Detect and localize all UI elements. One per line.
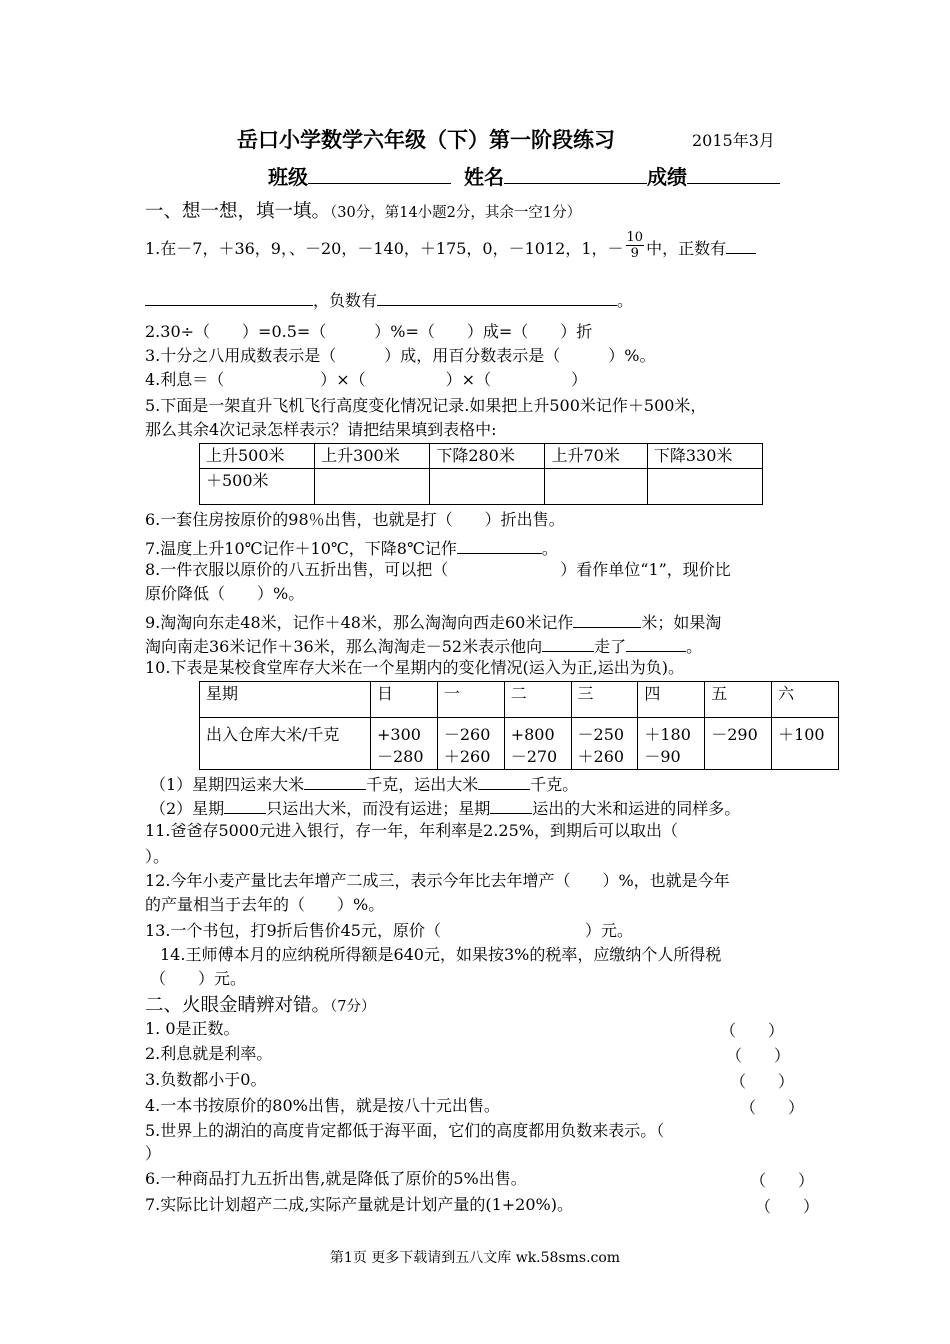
table-header-cell: 二 bbox=[504, 682, 571, 718]
q9-blank-2[interactable] bbox=[542, 633, 594, 652]
question-11-line1: 11.爸爸存5000元进入银行，存一年，年利率是2.25%，到期后可以取出（ bbox=[145, 821, 678, 840]
tf-answer-5-close[interactable]: ） bbox=[145, 1144, 162, 1163]
table-header-cell: 三 bbox=[571, 682, 638, 718]
question-10-sub2: （2）星期 只运出大米，而没有运进；星期 运出的大米和运进的同样多。 bbox=[150, 795, 740, 820]
question-12-line2: 的产量相当于去年的（ ）%。 bbox=[145, 895, 385, 914]
question-7: 7.温度上升10℃记作＋10℃，下降8℃记作 。 bbox=[145, 535, 558, 560]
student-info-line bbox=[268, 161, 780, 190]
question-1: 1.在－7，＋36，9，、－20，－140，＋175，0，－1012，1，－ $\frac{10}{9}$ 中，正数有 bbox=[145, 234, 756, 265]
table-cell: +300 －280 bbox=[371, 718, 438, 770]
q10-blank-1[interactable] bbox=[304, 771, 366, 790]
row-label: 出入仓库大米/千克 bbox=[200, 718, 371, 770]
score-blank[interactable] bbox=[687, 165, 780, 184]
page-title: 岳口小学数学六年级（下）第一阶段练习 bbox=[237, 128, 615, 152]
question-11-line2: ）。 bbox=[145, 847, 170, 866]
table-header-cell: 六 bbox=[772, 682, 839, 718]
table-header-cell: 上升500米 bbox=[200, 444, 315, 469]
tf-answer-1[interactable]: （ ） bbox=[720, 1021, 785, 1040]
tf-item-4: 4.一本书按原价的80%出售，就是按八十元出售。 bbox=[145, 1096, 500, 1115]
fraction: $\frac{10}{9}$ bbox=[626, 230, 644, 261]
name-label: 姓名 bbox=[463, 165, 504, 189]
q9-blank-3[interactable] bbox=[626, 633, 686, 652]
q10-blank-4[interactable] bbox=[490, 795, 532, 814]
question-2: 2.30÷（ ）=0.5=（ ）%=（ ）成=（ ）折 bbox=[145, 322, 593, 341]
flight-table bbox=[199, 443, 763, 505]
tf-answer-7[interactable]: （ ） bbox=[755, 1197, 820, 1216]
answer-cell[interactable] bbox=[430, 469, 545, 505]
score-label: 成绩 bbox=[646, 165, 687, 189]
answer-cell[interactable] bbox=[545, 469, 647, 505]
table-row bbox=[200, 444, 763, 469]
answer-cell[interactable] bbox=[315, 469, 430, 505]
tf-answer-6[interactable]: （ ） bbox=[750, 1171, 815, 1190]
rice-table bbox=[199, 681, 839, 770]
question-5-line1: 5.下面是一架直升飞机飞行高度变化情况记录.如果把上升500米记作＋500米， bbox=[145, 396, 707, 415]
question-3: 3.十分之八用成数表示是（ ）成，用百分数表示是（ ）%。 bbox=[145, 346, 656, 365]
q9-blank-1[interactable] bbox=[573, 609, 641, 628]
question-13: 13.一个书包，打9折后售价45元，原价（ ）元。 bbox=[145, 921, 633, 940]
class-blank[interactable] bbox=[308, 165, 451, 184]
question-5-line2: 那么其余4次记录怎样表示？请把结果填到表格中: bbox=[145, 420, 497, 439]
table-header-cell: 下降330米 bbox=[647, 444, 762, 469]
negative-blank[interactable] bbox=[377, 287, 617, 306]
tf-item-1: 1. 0是正数。 bbox=[145, 1019, 240, 1038]
question-6: 6.一套住房按原价的98％出售，也就是打（ ）折出售。 bbox=[145, 510, 565, 529]
table-header-cell: 日 bbox=[371, 682, 438, 718]
table-header-cell: 星期 bbox=[200, 682, 371, 718]
tf-item-6: 6.一种商品打九五折出售,就是降低了原价的5%出售。 bbox=[145, 1169, 527, 1188]
table-cell: +800 －270 bbox=[504, 718, 571, 770]
table-header-cell: 下降280米 bbox=[430, 444, 545, 469]
q7-blank[interactable] bbox=[457, 535, 542, 554]
table-row bbox=[200, 718, 839, 770]
tf-item-3: 3.负数都小于0。 bbox=[145, 1070, 267, 1089]
positive-blank-cont[interactable] bbox=[145, 287, 313, 306]
table-header-cell: 四 bbox=[638, 682, 705, 718]
table-header-cell: 一 bbox=[437, 682, 504, 718]
table-cell: ＋180 －90 bbox=[638, 718, 705, 770]
question-9-line2: 淘向南走36米记作＋36米，那么淘淘走－52米表示他向 走了 。 bbox=[145, 633, 702, 658]
question-14-line1: 14.王师傅本月的应纳税所得额是640元，如果按3%的税率，应缴纳个人所得税 bbox=[160, 945, 722, 964]
answer-cell[interactable]: ＋500米 bbox=[200, 469, 315, 505]
question-14-line2: （ ）元。 bbox=[150, 969, 247, 988]
section2-heading: 二、火眼金睛辨对错。（7分） bbox=[145, 995, 376, 1016]
table-row bbox=[200, 682, 839, 718]
q10-blank-2[interactable] bbox=[478, 771, 530, 790]
table-header-cell: 上升70米 bbox=[545, 444, 647, 469]
answer-cell[interactable] bbox=[647, 469, 762, 505]
question-4: 4.利息＝（ ）×（ ）×（ ） bbox=[145, 370, 588, 389]
question-10-sub1: （1）星期四运来大米 千克，运出大米 千克。 bbox=[150, 771, 578, 796]
table-header-cell: 五 bbox=[705, 682, 772, 718]
q10-blank-3[interactable] bbox=[224, 795, 266, 814]
tf-item-5: 5.世界上的湖泊的高度肯定都低于海平面，它们的高度都用负数来表示。（ bbox=[145, 1121, 665, 1140]
name-blank[interactable] bbox=[504, 165, 647, 184]
table-header-cell: 上升300米 bbox=[315, 444, 430, 469]
question-12-line1: 12.今年小麦产量比去年增产二成三，表示今年比去年增产（ ）%，也就是今年 bbox=[145, 871, 730, 890]
question-9-line1: 9.淘淘向东走48米，记作＋48米，那么淘淘向西走60米记作 米；如果淘 bbox=[145, 609, 721, 634]
table-cell: －290 bbox=[705, 718, 772, 770]
tf-answer-2[interactable]: （ ） bbox=[726, 1046, 791, 1065]
section1-heading: 一、想一想，填一填。（30分，第14小题2分，其余一空1分） bbox=[145, 201, 582, 222]
question-10: 10.下表是某校食堂库存大米在一个星期内的变化情况(运入为正,运出为负)。 bbox=[145, 658, 685, 677]
tf-answer-4[interactable]: （ ） bbox=[740, 1098, 805, 1117]
tf-item-2: 2.利息就是利率。 bbox=[145, 1044, 273, 1063]
question-8-line2: 原价降低（ ）%。 bbox=[145, 584, 305, 603]
class-label: 班级 bbox=[268, 165, 308, 189]
page-footer: 第1页 更多下载请到五八文库 wk.58sms.com bbox=[329, 1250, 621, 1266]
tf-item-7: 7.实际比计划超产二成,实际产量就是计划产量的(1+20%)。 bbox=[145, 1195, 573, 1214]
table-cell: －260 ＋260 bbox=[437, 718, 504, 770]
tf-answer-3[interactable]: （ ） bbox=[730, 1072, 795, 1091]
positive-blank[interactable] bbox=[726, 235, 756, 254]
table-cell: －250 ＋260 bbox=[571, 718, 638, 770]
table-row bbox=[200, 469, 763, 505]
exam-date: 2015年3月 bbox=[692, 131, 775, 150]
question-8-line1: 8.一件衣服以原价的八五折出售，可以把（ ）看作单位“1”，现价比 bbox=[145, 560, 731, 579]
question-1-line2: ，负数有 。 bbox=[145, 287, 633, 312]
table-cell: ＋100 bbox=[772, 718, 839, 770]
